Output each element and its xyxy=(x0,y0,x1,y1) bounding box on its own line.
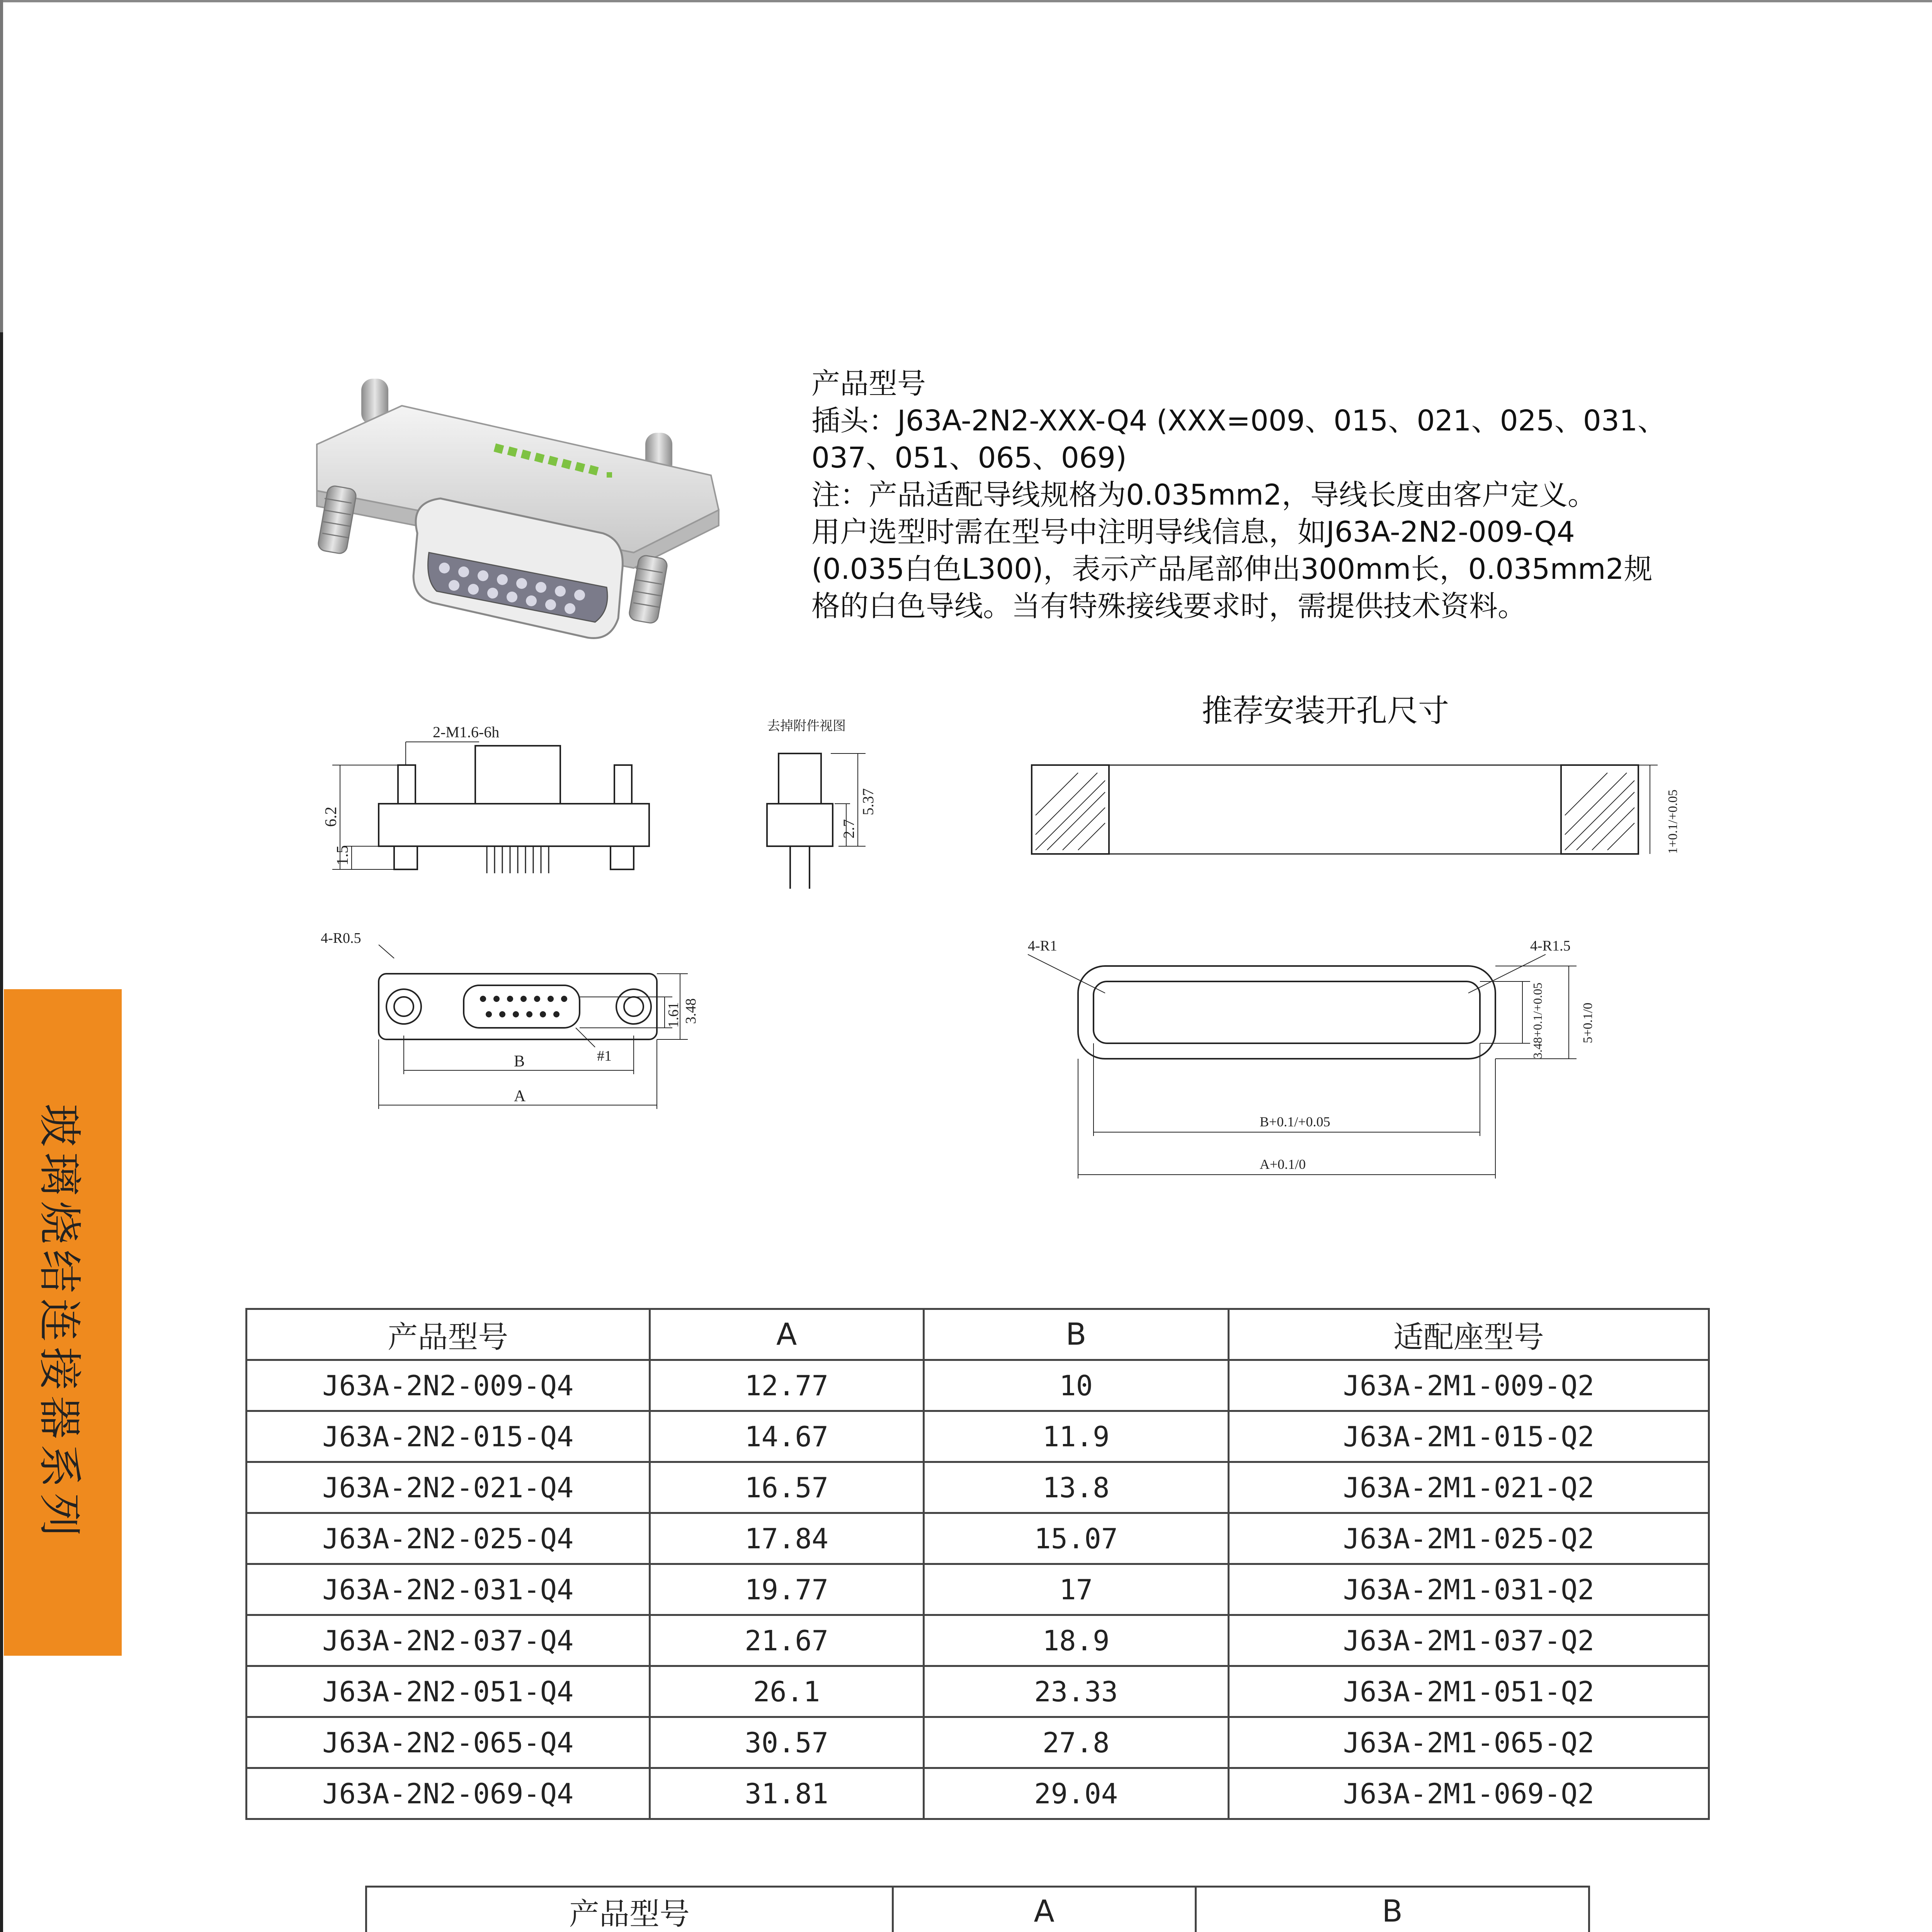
dim-5-tol: 5+0.1/0 xyxy=(1581,1002,1595,1043)
table-row xyxy=(247,1462,1709,1513)
cell-model: J63A-2N2-025-Q4 xyxy=(247,1513,650,1564)
dim-3-48-tol: 3.48+0.1/+0.05 xyxy=(1531,983,1544,1059)
header-b: B xyxy=(923,1309,1228,1360)
description-line: 注：产品适配导线规格为0.035mm2，导线长度由客户定义。 xyxy=(811,478,1597,512)
cell-mating-model: J63A-2M1-021-Q2 xyxy=(1228,1462,1709,1513)
cell-model: J63A-2N2-069-Q4 xyxy=(247,1768,650,1819)
cell-model: J63A-2N2-065-Q4 xyxy=(247,1717,650,1768)
cell-a: 30.57 xyxy=(650,1717,923,1768)
cell-mating-model: J63A-2M1-037-Q2 xyxy=(1228,1615,1709,1666)
table-header-row xyxy=(366,1887,1589,1932)
header-model: 产品型号 xyxy=(247,1309,650,1360)
plug-dimension-table xyxy=(245,1308,1710,1820)
dim-r1-5: 4-R1.5 xyxy=(1530,938,1571,954)
description-heading: 产品型号 xyxy=(811,367,926,400)
header-model: 产品型号 xyxy=(366,1887,893,1932)
cell-mating-model: J63A-2M1-065-Q2 xyxy=(1228,1717,1709,1768)
cell-mating-model: J63A-2M1-031-Q2 xyxy=(1228,1564,1709,1615)
cutout-plan-view xyxy=(1028,938,1595,1179)
dim-a: A xyxy=(514,1087,526,1105)
cell-mating-model: J63A-2M1-069-Q2 xyxy=(1228,1768,1709,1819)
header-a: A xyxy=(650,1309,923,1360)
cell-a: 14.67 xyxy=(650,1411,923,1462)
cell-mating-model: J63A-2M1-025-Q2 xyxy=(1228,1513,1709,1564)
cell-b: 11.9 xyxy=(923,1411,1228,1462)
dim-thickness: 1+0.1/+0.05 xyxy=(1666,789,1680,854)
cell-b: 27.8 xyxy=(923,1717,1228,1768)
cell-model: J63A-2N2-051-Q4 xyxy=(247,1666,650,1717)
thread-label: 2-M1.6-6h xyxy=(433,723,500,741)
cell-b: 18.9 xyxy=(923,1615,1228,1666)
series-side-tab-label: 玻璃烧结连接器系列 xyxy=(34,1103,84,1542)
cell-b: 23.33 xyxy=(923,1666,1228,1717)
description-line: 格的白色导线。当有特殊接线要求时，需提供技术资料。 xyxy=(811,590,1526,623)
table-row xyxy=(247,1717,1709,1768)
header-a: A xyxy=(893,1887,1196,1932)
page-border-top xyxy=(0,0,1932,2)
cell-a: 12.77 xyxy=(650,1360,923,1411)
cell-model: J63A-2N2-037-Q4 xyxy=(247,1615,650,1666)
table-row xyxy=(247,1411,1709,1462)
page-border-left-dark xyxy=(0,332,3,1932)
table-row xyxy=(247,1513,1709,1564)
cell-model: J63A-2N2-031-Q4 xyxy=(247,1564,650,1615)
dim-b: B xyxy=(514,1053,525,1070)
description-line: (0.035白色L300)，表示产品尾部伸出300mm长，0.035mm2规 xyxy=(811,553,1653,586)
connector-product-photo xyxy=(301,371,765,649)
cell-model: J63A-2N2-015-Q4 xyxy=(247,1411,650,1462)
table-row xyxy=(247,1564,1709,1615)
cell-a: 26.1 xyxy=(650,1666,923,1717)
dim-r0-5: 4-R0.5 xyxy=(321,930,361,946)
cell-model: J63A-2N2-009-Q4 xyxy=(247,1360,650,1411)
cell-b: 10 xyxy=(923,1360,1228,1411)
dim-1-61: 1.61 xyxy=(665,1002,682,1028)
cell-a: 17.84 xyxy=(650,1513,923,1564)
header-b: B xyxy=(1196,1887,1589,1932)
cell-b: 13.8 xyxy=(923,1462,1228,1513)
table-row xyxy=(247,1615,1709,1666)
dim-r1: 4-R1 xyxy=(1028,938,1057,954)
plan-view xyxy=(321,930,699,1109)
dim-b-tol: B+0.1/+0.05 xyxy=(1260,1114,1330,1129)
description-line: 用户选型时需在型号中注明导线信息，如J63A-2N2-009-Q4 xyxy=(811,515,1575,549)
front-elevation-view xyxy=(322,723,649,873)
dim-3-48: 3.48 xyxy=(683,998,699,1024)
cell-b: 29.04 xyxy=(923,1768,1228,1819)
cell-a: 19.77 xyxy=(650,1564,923,1615)
dim-1-5: 1.5 xyxy=(334,845,352,866)
pin-1-label: #1 xyxy=(597,1048,612,1064)
description-line: 037、051、065、069) xyxy=(811,441,1127,474)
receptacle-dimension-table xyxy=(365,1886,1590,1932)
cell-b: 17 xyxy=(923,1564,1228,1615)
cell-mating-model: J63A-2M1-015-Q2 xyxy=(1228,1411,1709,1462)
dim-6-2: 6.2 xyxy=(322,806,340,827)
product-description xyxy=(811,365,1700,625)
dim-a-tol: A+0.1/0 xyxy=(1260,1156,1306,1172)
technical-drawings xyxy=(309,688,1700,1198)
cell-a: 21.67 xyxy=(650,1615,923,1666)
install-cutout-title: 推荐安装开孔尺寸 xyxy=(1202,693,1449,729)
cell-mating-model: J63A-2M1-009-Q2 xyxy=(1228,1360,1709,1411)
cell-b: 15.07 xyxy=(923,1513,1228,1564)
header-mating-model: 适配座型号 xyxy=(1228,1309,1709,1360)
cell-a: 31.81 xyxy=(650,1768,923,1819)
table-row xyxy=(247,1360,1709,1411)
cutout-section-view xyxy=(1032,765,1680,854)
table-header-row xyxy=(247,1309,1709,1360)
table-row xyxy=(247,1666,1709,1717)
description-line: 插头：J63A-2N2-XXX-Q4 (XXX=009、015、021、025、031、 xyxy=(811,404,1667,437)
series-side-tab xyxy=(4,989,122,1656)
cell-mating-model: J63A-2M1-051-Q2 xyxy=(1228,1666,1709,1717)
dim-2-7: 2.7 xyxy=(840,819,857,838)
table-row xyxy=(247,1768,1709,1819)
dim-5-37: 5.37 xyxy=(859,788,877,815)
side-view xyxy=(767,719,877,889)
cell-a: 16.57 xyxy=(650,1462,923,1513)
cell-model: J63A-2N2-021-Q4 xyxy=(247,1462,650,1513)
side-view-label: 去掉附件视图 xyxy=(767,719,846,733)
